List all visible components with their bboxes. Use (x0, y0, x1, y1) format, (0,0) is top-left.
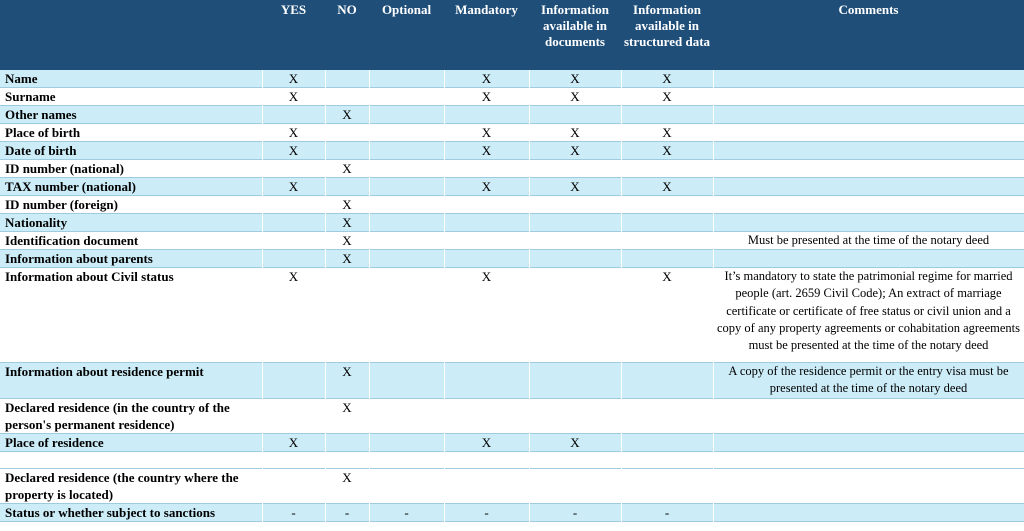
documents-cell (529, 452, 621, 469)
structured-cell (621, 160, 713, 178)
comments-cell (713, 469, 1024, 504)
no-cell: X (325, 469, 369, 504)
yes-cell: X (262, 142, 325, 160)
optional-cell (369, 232, 444, 250)
no-cell (325, 452, 369, 469)
no-cell: X (325, 214, 369, 232)
comments-cell: It’s mandatory to state the patrimonial regime for married people (art. 2659 Civil Code); An extract of marriage certificate or certificate of free status or civil union and a copy of any property agreements or cohabitation agreements must be presented at the time of the notary deed (713, 268, 1024, 363)
header-info-structured: Information available in structured data (621, 0, 713, 70)
comments-cell (713, 214, 1024, 232)
optional-cell (369, 363, 444, 399)
yes-cell (262, 399, 325, 434)
structured-cell: X (621, 124, 713, 142)
row-label: Place of residence (0, 434, 262, 452)
no-cell: X (325, 250, 369, 268)
documents-cell (529, 363, 621, 399)
structured-cell (621, 363, 713, 399)
row-label (0, 452, 262, 469)
row-label: Place of birth (0, 124, 262, 142)
yes-cell: X (262, 178, 325, 196)
structured-cell: X (621, 88, 713, 106)
structured-cell: X (621, 178, 713, 196)
documents-cell (529, 214, 621, 232)
yes-cell (262, 250, 325, 268)
table-row (0, 452, 1024, 469)
structured-cell: X (621, 142, 713, 160)
row-label: Status or whether subject to sanctions (0, 504, 262, 522)
table-row (0, 196, 1024, 214)
documents-cell: - (529, 504, 621, 522)
mandatory-cell: X (444, 434, 529, 452)
yes-cell (262, 363, 325, 399)
mandatory-cell: X (444, 178, 529, 196)
documents-cell (529, 399, 621, 434)
mandatory-cell: X (444, 70, 529, 88)
mandatory-cell: - (444, 504, 529, 522)
row-label: Nationality (0, 214, 262, 232)
yes-cell: X (262, 88, 325, 106)
yes-cell: X (262, 124, 325, 142)
documents-cell (529, 250, 621, 268)
optional-cell (369, 178, 444, 196)
optional-cell (369, 88, 444, 106)
structured-cell (621, 214, 713, 232)
header-row (0, 0, 1024, 70)
no-cell (325, 88, 369, 106)
structured-cell (621, 250, 713, 268)
optional-cell (369, 469, 444, 504)
table-row (0, 214, 1024, 232)
comments-cell (713, 142, 1024, 160)
documents-cell: X (529, 70, 621, 88)
row-label: Date of birth (0, 142, 262, 160)
yes-cell (262, 469, 325, 504)
yes-cell (262, 160, 325, 178)
optional-cell (369, 452, 444, 469)
comments-cell (713, 504, 1024, 522)
table-body (0, 70, 1024, 522)
optional-cell (369, 142, 444, 160)
comments-cell (713, 452, 1024, 469)
mandatory-cell (444, 452, 529, 469)
no-cell (325, 178, 369, 196)
row-label: Other names (0, 106, 262, 124)
no-cell (325, 434, 369, 452)
row-label: Information about parents (0, 250, 262, 268)
mandatory-cell (444, 106, 529, 124)
comments-cell (713, 160, 1024, 178)
row-label: Declared residence (the country where the property is located) (0, 469, 262, 504)
mandatory-cell (444, 196, 529, 214)
comments-cell: Must be presented at the time of the notary deed (713, 232, 1024, 250)
structured-cell (621, 434, 713, 452)
row-label: Surname (0, 88, 262, 106)
no-cell: X (325, 106, 369, 124)
table-row (0, 70, 1024, 88)
structured-cell (621, 106, 713, 124)
header-no: NO (325, 0, 369, 70)
table-row (0, 250, 1024, 268)
yes-cell (262, 214, 325, 232)
optional-cell (369, 160, 444, 178)
comments-cell (713, 434, 1024, 452)
documents-cell: X (529, 142, 621, 160)
optional-cell (369, 214, 444, 232)
mandatory-cell: X (444, 268, 529, 363)
optional-cell (369, 106, 444, 124)
table-row (0, 88, 1024, 106)
no-cell (325, 70, 369, 88)
header-optional: Optional (369, 0, 444, 70)
documents-cell (529, 196, 621, 214)
mandatory-cell (444, 399, 529, 434)
comments-cell (713, 70, 1024, 88)
table-row (0, 142, 1024, 160)
row-label: Information about Civil status (0, 268, 262, 363)
row-label: Declared residence (in the country of the person's permanent residence) (0, 399, 262, 434)
header-comments: Comments (713, 0, 1024, 70)
table-row (0, 232, 1024, 250)
documents-cell: X (529, 178, 621, 196)
no-cell: X (325, 196, 369, 214)
row-label: ID number (national) (0, 160, 262, 178)
mandatory-cell: X (444, 88, 529, 106)
no-cell (325, 124, 369, 142)
optional-cell (369, 250, 444, 268)
header-info-documents: Information available in documents (529, 0, 621, 70)
optional-cell (369, 399, 444, 434)
yes-cell: X (262, 70, 325, 88)
no-cell (325, 268, 369, 363)
mandatory-cell (444, 232, 529, 250)
mandatory-cell (444, 250, 529, 268)
structured-cell (621, 469, 713, 504)
structured-cell: X (621, 268, 713, 363)
comments-cell (713, 196, 1024, 214)
no-cell: X (325, 363, 369, 399)
optional-cell (369, 196, 444, 214)
comments-cell (713, 250, 1024, 268)
mandatory-cell (444, 363, 529, 399)
table-row (0, 106, 1024, 124)
no-cell: X (325, 160, 369, 178)
optional-cell (369, 70, 444, 88)
row-label: Name (0, 70, 262, 88)
mandatory-cell: X (444, 142, 529, 160)
no-cell (325, 142, 369, 160)
mandatory-cell (444, 469, 529, 504)
table-row (0, 363, 1024, 399)
mandatory-cell (444, 160, 529, 178)
table-row (0, 160, 1024, 178)
comments-cell (713, 124, 1024, 142)
structured-cell: X (621, 70, 713, 88)
comments-cell: A copy of the residence permit or the entry visa must be presented at the time of the notary deed (713, 363, 1024, 399)
table-row (0, 124, 1024, 142)
documents-cell: X (529, 88, 621, 106)
documents-cell (529, 268, 621, 363)
header-yes: YES (262, 0, 325, 70)
documents-cell: X (529, 124, 621, 142)
comments-cell (713, 399, 1024, 434)
structured-cell: - (621, 504, 713, 522)
yes-cell: - (262, 504, 325, 522)
optional-cell (369, 434, 444, 452)
table-row (0, 399, 1024, 434)
comments-cell (713, 178, 1024, 196)
structured-cell (621, 232, 713, 250)
documents-cell (529, 160, 621, 178)
yes-cell (262, 452, 325, 469)
no-cell: X (325, 399, 369, 434)
no-cell: X (325, 232, 369, 250)
header-label (0, 0, 262, 70)
mandatory-cell: X (444, 124, 529, 142)
documents-cell (529, 469, 621, 504)
yes-cell: X (262, 268, 325, 363)
yes-cell (262, 232, 325, 250)
documents-cell (529, 106, 621, 124)
table-row (0, 178, 1024, 196)
row-label: Identification document (0, 232, 262, 250)
header-mandatory: Mandatory (444, 0, 529, 70)
table-row (0, 434, 1024, 452)
mandatory-cell (444, 214, 529, 232)
optional-cell (369, 124, 444, 142)
row-label: Information about residence permit (0, 363, 262, 399)
yes-cell (262, 106, 325, 124)
comments-cell (713, 106, 1024, 124)
optional-cell: - (369, 504, 444, 522)
structured-cell (621, 399, 713, 434)
row-label: TAX number (national) (0, 178, 262, 196)
table-row (0, 268, 1024, 363)
no-cell: - (325, 504, 369, 522)
row-label: ID number (foreign) (0, 196, 262, 214)
documents-cell: X (529, 434, 621, 452)
optional-cell (369, 268, 444, 363)
table-row (0, 469, 1024, 504)
table-row (0, 504, 1024, 522)
structured-cell (621, 196, 713, 214)
yes-cell (262, 196, 325, 214)
structured-cell (621, 452, 713, 469)
documents-cell (529, 232, 621, 250)
yes-cell: X (262, 434, 325, 452)
comments-cell (713, 88, 1024, 106)
